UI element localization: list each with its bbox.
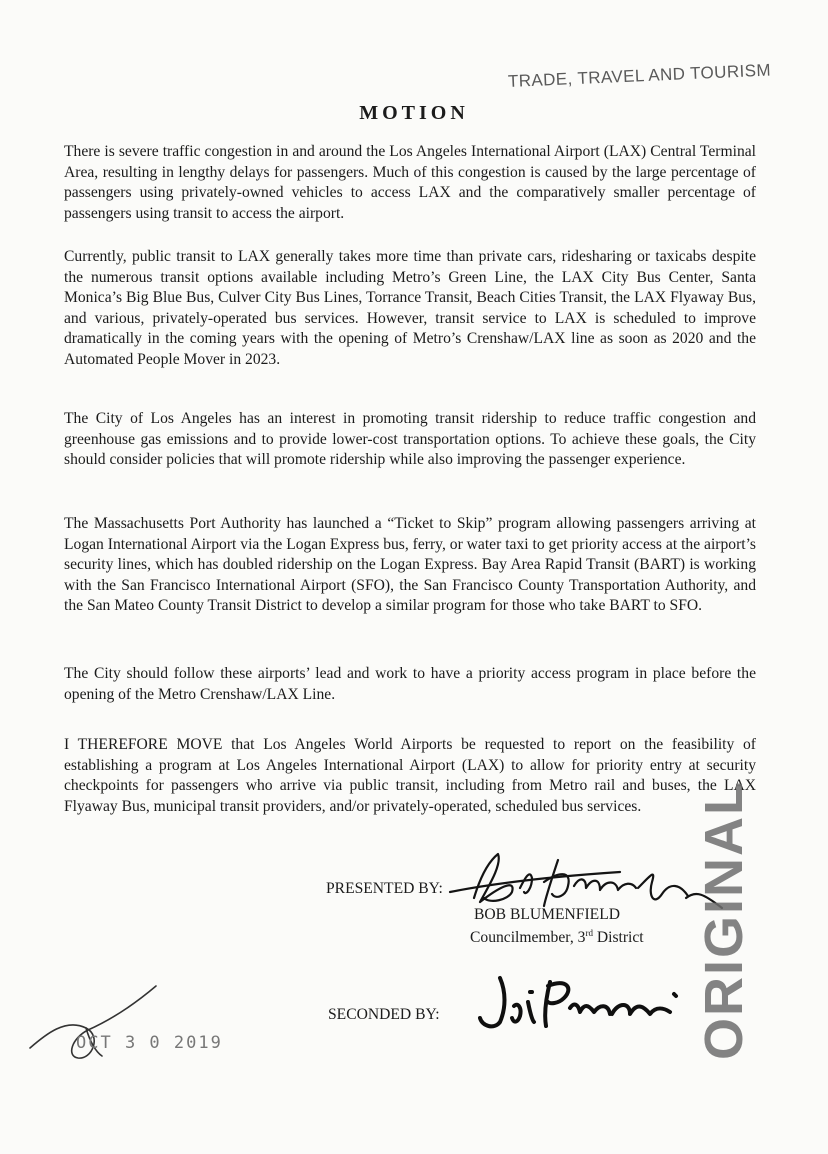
paragraph-city-interest: The City of Los Angeles has an interest in promoting transit ridership to reduce traffic congestion and greenhouse gas emissions and to provide lower-cost transportation options. To achieve these goals, the City should consider policies that will promote ridership while also improving the passenger experience.	[64, 410, 756, 468]
paragraph-therefore-move: I THEREFORE MOVE that Los Angeles World Airports be requested to report on the feasibility of establishing a program at Los Angeles International Airport (LAX) to allow for priority entry at security checkpoints for passengers who arrive via public transit, including from Metro rail and buses, the LAX Flyaway Bus, municipal transit providers, and/or privately-operated, scheduled bus services.	[64, 736, 756, 815]
seconder-signature	[470, 968, 710, 1038]
paragraph-congestion: There is severe traffic congestion in and around the Los Angeles International Airport (LAX) Central Terminal Area, resulting in lengthy delays for passengers. Much of this congestion is caused by the large percentage of passengers using privately-owned vehicles to access LAX and the comparatively smaller percentage of passengers using transit to access the airport.	[64, 143, 756, 222]
presenter-title-prefix: Councilmember, 3	[470, 929, 586, 947]
paragraph-follow-lead: The City should follow these airports’ lead and work to have a priority access program in place before the opening of the Metro Crenshaw/LAX Line.	[64, 665, 756, 703]
seconded-by-label: SECONDED BY:	[328, 1006, 440, 1023]
original-stamp: ORIGINAL	[694, 780, 754, 1060]
initials-scribble	[26, 978, 176, 1068]
document-title: MOTION	[359, 102, 469, 124]
committee-stamp: TRADE, TRAVEL AND TOURISM	[507, 60, 772, 91]
paragraph-transit-options: Currently, public transit to LAX generally takes more time than private cars, ridesharing or taxicabs despite the numerous transit options available including Metro’s Green Line, the LAX City Bus Center, Santa Monica’s Big Blue Bus, Culver City Bus Lines, Torrance Transit, Beach Cities Transit, the LAX Flyaway Bus, and various, privately-operated bus services. However, transit service to LAX is scheduled to improve dramatically in the coming years with the opening of Metro’s Crenshaw/LAX line as soon as 2020 and the Automated People Mover in 2023.	[64, 248, 756, 368]
presenter-name: BOB BLUMENFIELD	[474, 906, 620, 923]
presenter-title	[470, 928, 644, 947]
presented-by-label: PRESENTED BY:	[326, 880, 443, 897]
date-received-stamp: OCT 3 0 2019	[76, 1033, 223, 1053]
paragraph-ticket-to-skip: The Massachusetts Port Authority has launched a “Ticket to Skip” program allowing passengers arriving at Logan International Airport via the Logan Express bus, ferry, or water taxi to get priority access at the airport’s security lines, which has doubled ridership on the Logan Express. Bay Area Rapid Transit (BART) is working with the San Francisco International Airport (SFO), the San Francisco County Transportation Authority, and the San Mateo County Transit District to develop a similar program for those who take BART to SFO.	[64, 515, 756, 614]
presenter-title-sup: rd	[585, 928, 593, 938]
presenter-title-suffix: District	[592, 929, 644, 947]
